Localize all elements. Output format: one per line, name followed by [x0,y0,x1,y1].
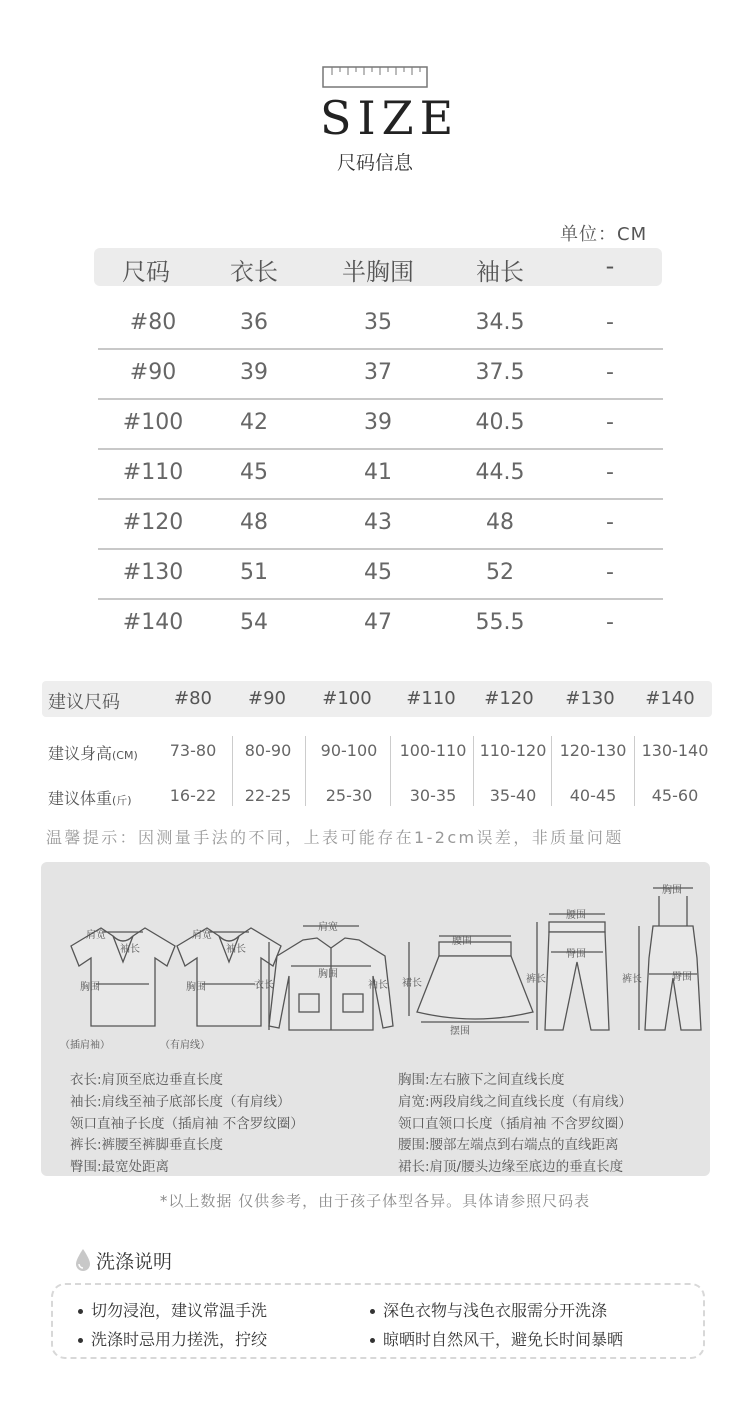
size-cell: #130 [122,560,184,585]
length-cell: 48 [240,510,268,535]
weight-cell: 35-40 [489,786,537,805]
chest-cell: 41 [364,460,392,485]
washing-item: 晾晒时自然风干，避免长时间暴晒 [370,1327,623,1350]
note-right: 肩宽:两段肩线之间直线长度（有肩线） [398,1094,633,1110]
label-sleeve: 袖长 [120,944,140,955]
chest-cell: 43 [364,510,392,535]
note-left: 衣长:肩顶至底边垂直长度 [70,1072,224,1088]
overalls-icon [639,888,701,1030]
note-left: 臀围:最宽处距离 [70,1159,170,1175]
chest-cell: 47 [364,610,392,635]
blank-cell: - [606,360,614,385]
label-hip: 臀围 [672,972,692,983]
size-cell: #120 [122,510,184,535]
blank-cell: - [606,610,614,635]
table-row [98,298,663,350]
note-right: 领口直领口长度（插肩袖 不含罗纹圈） [398,1116,632,1132]
weight-cell: 40-45 [569,786,617,805]
table-row [98,348,663,400]
label-waist: 腰围 [566,910,586,921]
label-sleeve: 袖长 [226,944,246,955]
sleeve-cell: 48 [486,510,514,535]
chest-cell: 45 [364,560,392,585]
recommend-size: #120 [484,688,534,709]
weight-cell: 25-30 [325,786,373,805]
washing-title: 洗涤说明 [96,1251,173,1273]
length-cell: 51 [240,560,268,585]
recommend-size: #80 [174,688,212,709]
sleeve-cell: 44.5 [475,460,525,485]
height-cell: 80-90 [244,741,292,760]
table-row [98,548,663,600]
header-length: 衣长 [230,258,278,286]
height-cell: 110-120 [479,741,547,760]
label-chest: 胸围 [318,969,338,980]
height-label: 建议身高(CM) [48,744,138,763]
garment-diagram [41,866,710,1056]
footnote: *以上数据 仅供参考，由于孩子体型各异。具体请参照尺码表 [159,1192,591,1210]
blank-cell: - [606,510,614,535]
length-cell: 39 [240,360,268,385]
pants-icon [537,914,609,1030]
measurement-tip: 温馨提示：因测量手法的不同，上表可能存在1-2cm误差，非质量问题 [46,828,624,847]
note-left: 袖长:肩线至袖子底部长度（有肩线） [70,1094,291,1110]
height-cell: 73-80 [169,741,217,760]
label-shoulder: 肩宽 [318,922,338,933]
label-skirt-length: 裙长 [402,978,422,989]
weight-cell: 45-60 [651,786,699,805]
ruler-icon [322,66,428,88]
blank-cell: - [606,310,614,335]
skirt-icon [409,936,533,1022]
weight-cell: 16-22 [169,786,217,805]
weight-label: 建议体重(斤) [48,789,132,808]
size-title: SIZE [320,91,460,145]
recommend-size: #130 [565,688,615,709]
sleeve-cell: 37.5 [475,360,525,385]
label-pants-length: 裤长 [526,974,546,985]
blank-cell: - [606,460,614,485]
washing-item: 洗涤时忌用力搓洗，拧绞 [78,1327,267,1350]
size-subtitle: 尺码信息 [336,152,413,174]
table-row [98,498,663,550]
washing-item: 深色衣物与浅色衣服需分开洗涤 [370,1298,607,1321]
divider [634,736,635,806]
chest-cell: 39 [364,410,392,435]
label-chest: 胸围 [80,982,100,993]
table-row [98,598,663,648]
label-shoulder: 肩宽 [86,930,106,941]
height-cell: 120-130 [559,741,627,760]
recommend-size: #110 [406,688,456,709]
note-right: 裙长:肩顶/腰头边缘至底边的垂直长度 [398,1159,624,1175]
recommend-size: #90 [248,688,286,709]
note-right: 腰围:腰部左端点到右端点的直线距离 [398,1137,619,1153]
length-cell: 42 [240,410,268,435]
weight-cell: 22-25 [244,786,292,805]
size-cell: #80 [129,310,177,335]
sleeve-cell: 52 [486,560,514,585]
size-cell: #110 [122,460,184,485]
weight-cell: 30-35 [409,786,457,805]
label-sleeve: 袖长 [368,980,388,991]
length-cell: 54 [240,610,268,635]
washing-item: 切勿浸泡，建议常温手洗 [78,1298,267,1321]
divider [390,736,391,806]
label-chest: 胸围 [186,982,206,993]
table-row [98,398,663,450]
label-waist: 腰围 [452,936,472,947]
height-cell: 130-140 [641,741,709,760]
blank-cell: - [606,560,614,585]
sleeve-cell: 34.5 [475,310,525,335]
size-cell: #140 [122,610,184,635]
label-raglan: （插肩袖） [60,1040,110,1051]
length-cell: 36 [240,310,268,335]
label-chest: 胸围 [662,885,682,896]
water-drop-icon [74,1248,92,1272]
note-left: 裤长:裤腰至裤脚垂直长度 [70,1137,224,1153]
unit-label: 单位：CM [560,224,648,245]
label-length: 衣长 [254,980,274,991]
label-shoulder: 肩宽 [192,930,212,941]
header-blank: - [605,252,615,280]
note-left: 领口直袖子长度（插肩袖 不含罗纹圈） [70,1116,304,1132]
label-set-in: （有肩线） [160,1040,210,1051]
note-right: 胸围:左右腋下之间直线长度 [398,1072,565,1088]
header-size: 尺码 [122,258,170,286]
sleeve-cell: 55.5 [475,610,525,635]
blank-cell: - [606,410,614,435]
chest-cell: 37 [364,360,392,385]
sleeve-cell: 40.5 [475,410,525,435]
chest-cell: 35 [364,310,392,335]
recommend-size-label: 建议尺码 [48,692,120,713]
height-cell: 100-110 [399,741,467,760]
height-cell: 90-100 [320,741,378,760]
size-cell: #100 [122,410,184,435]
size-cell: #90 [129,360,177,385]
recommend-size: #100 [322,688,372,709]
label-hem: 摆围 [450,1026,470,1037]
label-pants-length: 裤长 [622,974,642,985]
header-sleeve: 袖长 [476,258,524,286]
header-chest: 半胸围 [342,258,414,286]
table-row [98,448,663,500]
recommend-size: #140 [645,688,695,709]
length-cell: 45 [240,460,268,485]
label-hip: 臀围 [566,949,586,960]
